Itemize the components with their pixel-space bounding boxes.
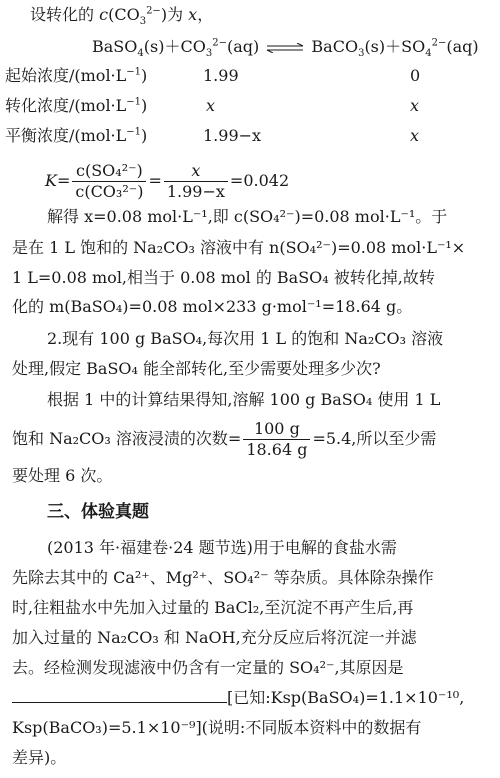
row-value-1: 1.99−x xyxy=(203,126,262,145)
intro-end: ， xyxy=(197,5,214,24)
solve-line: 化的 m(BaSO₄)=0.08 mol×233 g·mol⁻¹=18.64 g。 xyxy=(12,297,413,316)
reaction-equation xyxy=(92,37,479,60)
so4: SO xyxy=(401,37,426,56)
solve-line: 解得 x=0.08 mol·L⁻¹,即 c(SO₄²⁻)=0.08 mol·L⁻¹。于 xyxy=(47,207,448,226)
k-den: c(CO₃²⁻) xyxy=(75,182,144,201)
k-fraction-1 xyxy=(72,162,146,201)
row-label: 起始浓度/(mol·L xyxy=(5,66,127,85)
row-value-1: x xyxy=(206,96,216,115)
baco3-sub: 3 xyxy=(358,48,365,60)
exam-line: 去。经检测发现滤液中仍含有一定量的 SO₄²⁻,其原因是 xyxy=(12,658,404,677)
plus-2: ＋ xyxy=(385,37,402,56)
row-value-2: 0 xyxy=(410,66,421,85)
state-aq-2: (aq) xyxy=(446,37,479,56)
row-close: ) xyxy=(141,96,148,115)
k-eq: = xyxy=(56,171,71,190)
row-label: 转化浓度/(mol·L xyxy=(5,96,127,115)
k-num: c(SO₄²⁻) xyxy=(72,162,146,182)
co3-formula: CO xyxy=(114,5,140,24)
k-num-2: x xyxy=(164,162,228,182)
baso4-sub: 4 xyxy=(137,48,144,60)
baco3: BaCO xyxy=(311,37,359,56)
exam-tail: [已知:Ksp(BaSO₄)=1.1×10⁻¹⁰, xyxy=(227,688,465,707)
exam-line: 差异)。 xyxy=(12,748,67,767)
solve-line: 1 L=0.08 mol,相当于 0.08 mol 的 BaSO₄ 被转化掉,故转 xyxy=(12,268,435,287)
co3-sub: 3 xyxy=(139,16,147,28)
solve-line: 是在 1 L 饱和的 Na₂CO₃ 溶液中有 n(SO₄²⁻)=0.08 mol·L⁻¹× xyxy=(12,238,466,257)
answer-fraction-line xyxy=(12,420,436,459)
table-row xyxy=(5,96,147,116)
state-s: (s) xyxy=(143,37,165,56)
state-aq: (aq) xyxy=(226,37,260,56)
intro-x: x xyxy=(188,5,198,24)
answer-num: 100 g xyxy=(243,420,310,440)
co3-sup-2: 2− xyxy=(212,37,227,49)
row-value-1: 1.99 xyxy=(203,66,239,85)
row-value-2: x xyxy=(410,126,420,145)
question-2-line: 处理,假定 BaSO₄ 能全部转化,至少需要处理多少次? xyxy=(12,359,381,378)
row-unit-sup: −1 xyxy=(126,66,142,78)
so4-sub: 4 xyxy=(425,48,432,60)
k-fraction-2 xyxy=(164,162,228,201)
exam-line: 加入过量的 Na₂CO₃ 和 NaOH,充分反应后将沉淀一并滤 xyxy=(12,628,417,647)
exam-line: 先除去其中的 Ca²⁺、Mg²⁺、SO₄²⁻ 等杂质。具体除杂操作 xyxy=(12,568,434,587)
table-row xyxy=(5,66,147,86)
k-eq-2: = xyxy=(148,171,162,190)
row-unit-sup: −1 xyxy=(126,96,142,108)
co3: CO xyxy=(180,37,206,56)
plus-1: ＋ xyxy=(164,37,181,56)
co3-sub-2: 3 xyxy=(205,48,213,60)
table-row xyxy=(5,126,147,146)
row-close: ) xyxy=(141,126,148,145)
intro-word: 为 xyxy=(167,5,184,24)
exam-line: (2013 年·福建卷·24 题节选)用于电解的食盐水需 xyxy=(47,538,397,557)
question-2-line: 2.现有 100 g BaSO₄,每次用 1 L 的饱和 Na₂CO₃ 溶液 xyxy=(47,329,444,348)
equilibrium-arrow-icon xyxy=(266,43,304,53)
k-symbol: K xyxy=(45,171,57,190)
intro-line: 设转化的 $c(CO_3^{2-})$为 x， xyxy=(30,5,214,28)
k-result: =0.042 xyxy=(229,171,290,190)
row-value-2: x xyxy=(410,96,420,115)
row-close: ) xyxy=(141,66,148,85)
exam-blank-line xyxy=(12,688,464,708)
answer-text-b: =5.4,所以至少需 xyxy=(312,429,437,448)
state-s-2: (s) xyxy=(364,37,386,56)
intro-text: 设转化的 xyxy=(30,5,95,24)
answer-den: 18.64 g xyxy=(246,440,308,459)
row-unit-sup: −1 xyxy=(126,126,142,138)
co3-sup: 2− xyxy=(146,5,161,17)
answer-line: 要处理 6 次。 xyxy=(12,466,113,485)
answer-text-a: 饱和 Na₂CO₃ 溶液浸渍的次数= xyxy=(12,429,242,448)
answer-line: 根据 1 中的计算结果得知,溶解 100 g BaSO₄ 使用 1 L xyxy=(47,390,441,409)
k-expression xyxy=(45,162,289,201)
so4-sup: 2− xyxy=(431,37,447,49)
exam-line: Ksp(BaCO₃)=5.1×10⁻⁹](说明:不同版本资料中的数据有 xyxy=(12,718,422,737)
row-label: 平衡浓度/(mol·L xyxy=(5,126,127,145)
k-den-2: 1.99−x xyxy=(166,182,225,201)
baso4: BaSO xyxy=(92,37,138,56)
exam-line: 时,往粗盐水中先加入过量的 BaCl₂,至沉淀不再产生后,再 xyxy=(12,598,414,617)
answer-blank[interactable] xyxy=(12,688,227,703)
answer-fraction xyxy=(243,420,310,459)
section-heading: 三、体验真题 xyxy=(47,502,149,522)
